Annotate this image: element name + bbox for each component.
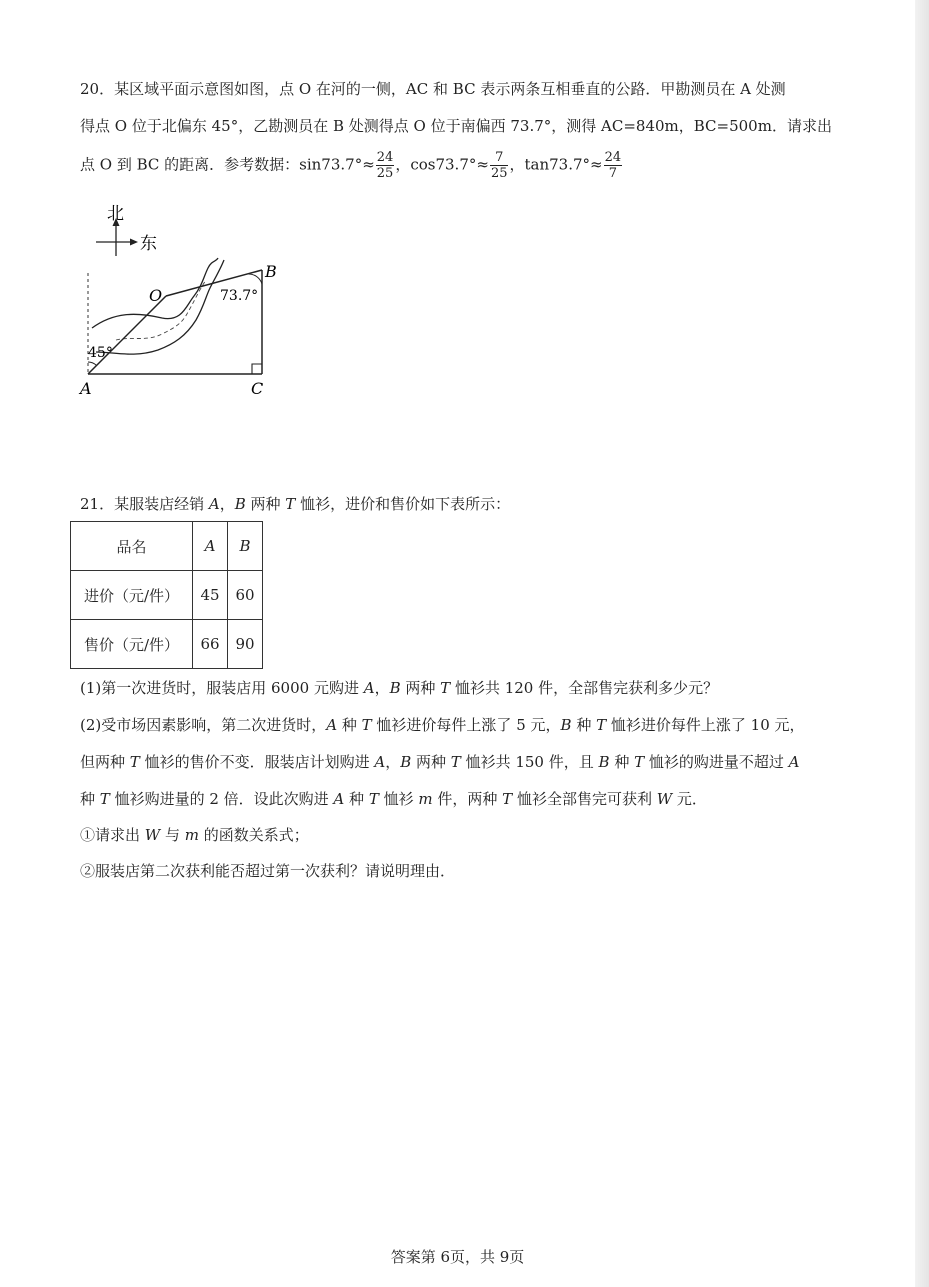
angle-label-B: 73.7° [220,288,259,304]
cos-numerator: 7 [490,150,509,166]
point-label-B: B [265,262,277,281]
price-table [70,521,263,669]
right-angle-mark [252,364,262,374]
q21-part-2-line-1: (2)受市场因素影响，第二次进货时，A 种 T 恤衫进价每件上涨了 5 元，B 种 T 恤衫进价每件上涨了 10 元， [80,716,805,734]
page-edge-shadow [915,0,929,1287]
table-cell: 售价（元/件） [71,620,193,669]
point-label-O: O [149,286,163,305]
sin-denominator: 25 [376,166,394,181]
table-cell: 45 [193,571,228,620]
segment-AO [88,296,166,374]
geometry-figure [74,200,284,405]
sin-fraction [376,150,395,181]
point-label-C: C [251,379,264,398]
cos-label: ，cos73.7°≈ [395,155,489,174]
angle-arc-A [88,362,97,366]
table-cell: 66 [193,620,228,669]
q21-subquestion-2: ②服装店第二次获利能否超过第一次获利？请说明理由． [80,862,456,880]
cos-fraction [490,150,509,181]
tan-numerator: 24 [604,150,622,165]
tan-fraction [604,150,623,181]
q20-line-2: 得点 O 位于北偏东 45°，乙勘测员在 B 处测得点 O 位于南偏西 73.7°，测得 AC=840m，BC=500m．请求出 [80,117,832,135]
cos-denominator: 25 [490,166,508,181]
table-cell: 90 [228,620,263,669]
tan-label: ，tan73.7°≈ [509,155,603,174]
q21-part-1: (1)第一次进货时，服装店用 6000 元购进 A，B 两种 T 恤衫共 120 件，全部售完获利多少元？ [80,679,719,697]
compass-north-label: 北 [107,204,124,224]
table-cell: 60 [228,571,263,620]
table-cell: 进价（元/件） [71,571,193,620]
point-label-A: A [80,379,92,398]
table-header-B: B [228,522,263,571]
q21-part-2-line-3: 种 T 恤衫购进量的 2 倍．设此次购进 A 种 T 恤衫 m 件，两种 T 恤衫全部售完可获利 W 元． [80,790,707,808]
q21-part-2-line-2: 但两种 T 恤衫的售价不变．服装店计划购进 A，B 两种 T 恤衫共 150 件，且 B 种 T 恤衫的购进量不超过 A [80,753,800,771]
q21-intro: 21．某服装店经销 A，B 两种 T 恤衫，进价和售价如下表所示： [80,495,511,513]
compass-east-arrow [130,239,138,246]
compass-east-label: 东 [140,234,157,254]
tan-denominator: 7 [608,166,617,181]
q20-line-3-prefix: 点 O 到 BC 的距离．参考数据：sin73.7°≈ [80,155,375,174]
table-header-A: A [193,522,228,571]
sin-numerator: 24 [376,150,394,165]
table-header-name: 品名 [71,522,193,571]
angle-label-A: 45° [88,345,113,361]
q20-line-3 [80,150,623,181]
table-row [71,571,263,620]
q20-line-1: 20．某区域平面示意图如图，点 O 在河的一侧，AC 和 BC 表示两条互相垂直的公路．甲勘测员在 A 处测 [80,80,786,98]
table-row [71,620,263,669]
table-row [71,522,263,571]
q21-subquestion-1: ①请求出 W 与 m 的函数关系式； [80,826,309,844]
page-footer: 答案第 6页，共 9页 [390,1248,525,1266]
angle-arc-B [249,274,263,284]
